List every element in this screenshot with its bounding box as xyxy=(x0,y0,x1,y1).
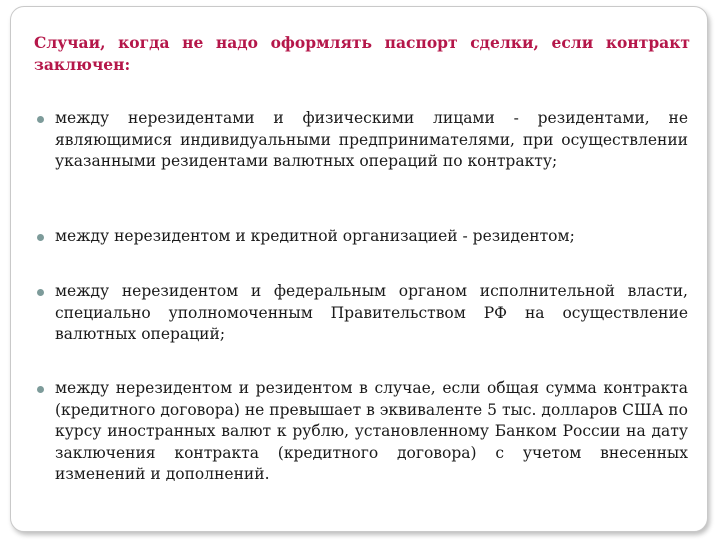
page-title xyxy=(34,32,690,76)
list-item-text: между нерезидентом и федеральным органом исполнительной власти, специально уполномоченным Правительством РФ на осуществление валютных операций; xyxy=(55,282,688,343)
bullet-icon xyxy=(37,116,44,123)
bullet-icon xyxy=(37,386,44,393)
list-item xyxy=(55,378,688,486)
list-item-text: между нерезидентом и кредитной организацией - резидентом; xyxy=(55,227,575,245)
bullet-icon xyxy=(37,234,44,241)
list-item-text: между нерезидентом и резидентом в случае, если общая сумма контракта (кредитного договора) не превышает в эквиваленте 5 тыс. долларов США по курсу иностранных валют к рублю, установленному Банком России на дату заключения контракта (кредитного договора) с учетом внесенных изменений и дополнений. xyxy=(55,379,688,483)
list-item-text: между нерезидентами и физическими лицами - резидентами, не являющимися индивидуальными предпринимателями, при осуществлении указанными резидентами валютных операций по контракту; xyxy=(55,109,688,170)
title-line-1: Случаи, когда не надо оформлять паспорт сделки, если контракт xyxy=(34,33,690,52)
title-line-2: заключен: xyxy=(34,55,131,74)
list-item xyxy=(55,108,688,173)
list-item xyxy=(55,226,688,248)
bullet-icon xyxy=(37,289,44,296)
list-item xyxy=(55,281,688,346)
